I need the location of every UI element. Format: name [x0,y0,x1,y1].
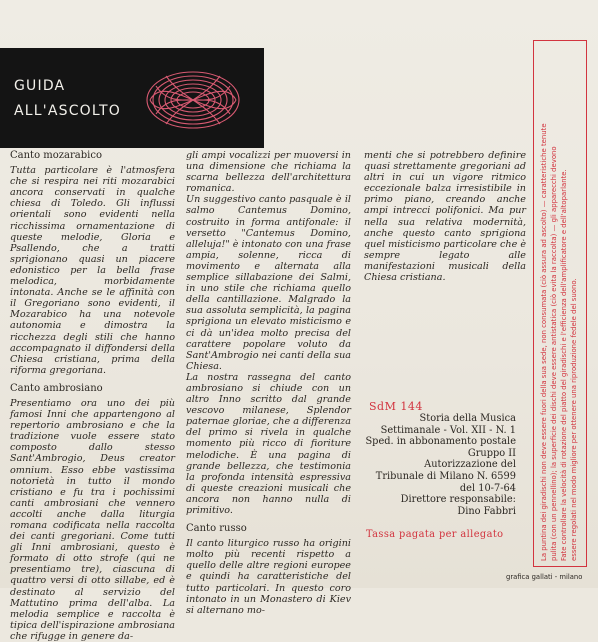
ornamental-logo-icon [136,60,250,140]
paragraph-continued: gli ampi vocalizzi per muoversi in una dimensione che richiama la scarna bellezza dell'architettura romanica. [186,150,351,195]
catalog-code: SdM 144 [369,400,423,413]
paragraph-splendor: La nostra rassegna del canto ambrosiano si chiude con un altro Inno scritto dal grande vescovo milanese, Splendor paternae gloriae, che a differenza del primo si rivela in qualche momento più ricco di fioriture melodiche. È una pagina di grande bellezza, che testimonia la profonda intensità espressiva di queste creazioni musicali che ancora non hanno nulla di primitivo. [186,371,351,516]
publication-line: Dino Fabbri [457,505,516,517]
side-notice-line: essere regolati nel modo migliore per ottenere una riproduzione fedele del suono. [570,278,578,561]
side-notice-line: La puntina dei giradischi non deve essere fuori della sua sede, non consumata (ciò assura ad ascolto) — caratteristiche tenute [540,123,548,561]
side-notice-line: pulita (con un pennellino); la superficie dei dischi deve essere antistatica (ciò evita la raccolta) — gli apparecchi devono [550,146,558,561]
section-heading-ambrosian: Canto ambrosiano [10,382,103,394]
publication-line: Settimanale - Vol. XII - N. 1 [380,424,516,436]
paragraph-cantemus: Un suggestivo canto pasquale è il salmo Cantemus Domino, costruito in forma antifonale: il versetto "Cantemus Domino, alleluja!" è intonato con una frase ampia, solenne, ricca di movimento e alternata alla semplice sillabazione dei Salmi, in uno stile che richiama quello della cantillazione. Malgrado la sua assoluta semplicità, la pagina sprigiona un elevato misticismo e ci dà un'idea molto precisa del carattere popolare voluto da Sant'Ambrogio nei canti della sua Chiesa. [186,194,351,372]
text-column-3 [364,150,526,283]
publication-line: Gruppo II [467,447,516,459]
paragraph-russian: Il canto liturgico russo ha origini molto più recenti rispetto a quello delle altre regioni europee e quindi ha caratteristiche del tutto particolari. In questo coro intonato in un Monastero di Kiev si alternano mo- [186,538,351,616]
side-notice [536,44,582,561]
publication-line: Storia della Musica [419,413,516,424]
publication-line: Tribunale di Milano N. 6599 [375,470,516,482]
publication-line: Autorizzazione del [424,459,516,471]
publication-line: Sped. in abbonamento postale [365,436,516,448]
banner-title-line2: ALL'ASCOLTO [14,103,121,119]
paragraph-russian-continued: menti che si potrebbero definire quasi strettamente gregoriani ad altri in cui un vigore ritmico eccezionale balza irresistibile in primo piano, creando anche ampi intrecci polifonici. Ma pur nella sua relativa modernità, anche questo canto sprigiona quel misticismo particolare che è sempre legato alle manifestazioni musicali della Chiesa cristiana. [364,150,526,284]
paragraph-ambrosian: Presentiamo ora uno dei più famosi Inni che appartengono al repertorio ambrosiano e che la tradizione vuole essere stato composto dallo stesso Sant'Ambrogio, Deus creator omnium. Esso ebbe vastissima notorietà in tutto il mondo cristiano e fu tra i pochissimi canti ambrosiani che vennero accolti anche dalla liturgia romana codificata nella raccolta dei canti gregoriani. Come tutti gli Inni ambrosiani, questo è formato di otto strofe (qui ne presentiamo tre), ciascuna di quattro versi di otto sillabe, ed è destinato al servizio del Mattutino prima dell'alba. La melodia semplice e raccolta è tipica dell'ispirazione ambrosiana che rifugge in genere da- [10,397,175,642]
guida-banner [0,48,264,148]
publication-info [360,413,516,517]
banner-title-line1: GUIDA [14,78,66,94]
text-column-2 [186,150,351,616]
publication-line: Direttore responsabile: [400,494,516,506]
printer-credit: grafica gallati - milano [506,573,583,581]
publication-line: del 10-7-64 [459,482,516,494]
text-column-1 [10,150,175,642]
paragraph-mozarabic: Tutta particolare è l'atmosfera che si respira nei riti mozarabici ancora conservati in qualche chiesa di Toledo. Gli influssi orientali sono evidenti nella ricchissima ornamentazione di queste melodie, Gloria e Psallendo, che a tratti sprigionano quasi un piacere edonistico per la bella frase melodica, morbidamente intonata. Anche se le affinità con il Gregoriano sono evidenti, il Mozarabico ha una notevole autonomia e dimostra la ricchezza degli stili che hanno accompagnato il diffondersi della Chiesa cristiana, prima della riforma gregoriana. [10,165,175,376]
section-heading-mozarabic: Canto mozarabico [10,150,102,161]
side-notice-line: Fate controllare la velocità di rotazione del piatto del giradischi e l'efficienza dell'amplificatore e dell'altoparlante. [560,169,568,561]
section-heading-russian: Canto russo [186,523,247,535]
postage-paid-notice: Tassa pagata per allegato [366,529,504,540]
